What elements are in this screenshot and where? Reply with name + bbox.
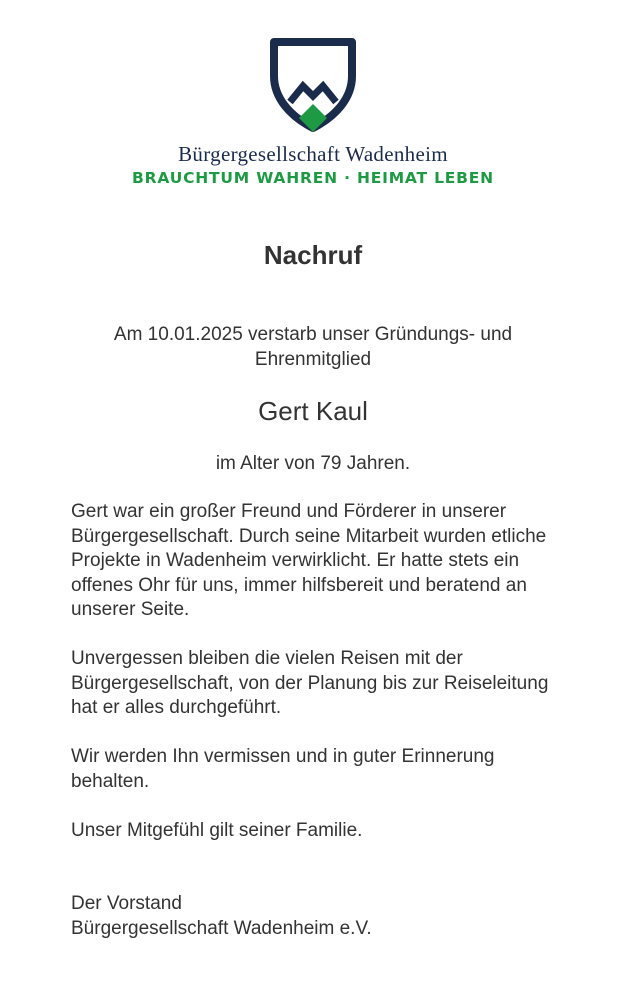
- signature: [71, 892, 561, 941]
- deceased-name: Gert Kaul: [258, 396, 368, 426]
- paragraph: Wir werden Ihn vermissen und in guter Erinnerung behalten.: [71, 746, 495, 792]
- page-title: Nachruf: [263, 240, 363, 270]
- shield-w-icon: [270, 36, 356, 138]
- intro-text: Am 10.01.2025 verstarb unser Gründungs- und Ehrenmitglied: [113, 324, 513, 370]
- paragraph: Unser Mitgefühl gilt seiner Familie.: [71, 819, 363, 841]
- signature-line-organization: Bürgergesellschaft Wadenheim e.V.: [71, 917, 372, 939]
- signature-line-board: Der Vorstand: [71, 893, 182, 914]
- organization-name: Bürgergesellschaft Wadenheim: [178, 142, 448, 166]
- age-line: im Alter von 79 Jahren.: [215, 453, 411, 474]
- paragraph: Gert war ein großer Freund und Förderer in unserer Bürgergesellschaft. Durch seine Mitarbeit wurden etliche Projekte in Wadenheim verwirklicht. Er hatte stets ein offenes Ohr für uns, immer hilfsbereit und beratend an unserer Seite.: [71, 501, 547, 620]
- paragraph: Unvergessen bleiben die vielen Reisen mit der Bürgergesellschaft, von der Planung bis zur Reiseleitung hat er alles durchgeführt.: [71, 648, 549, 718]
- letterhead: [0, 36, 626, 187]
- obituary-body: [71, 500, 561, 868]
- tagline: BRAUCHTUM WAHREN · HEIMAT LEBEN: [132, 169, 494, 187]
